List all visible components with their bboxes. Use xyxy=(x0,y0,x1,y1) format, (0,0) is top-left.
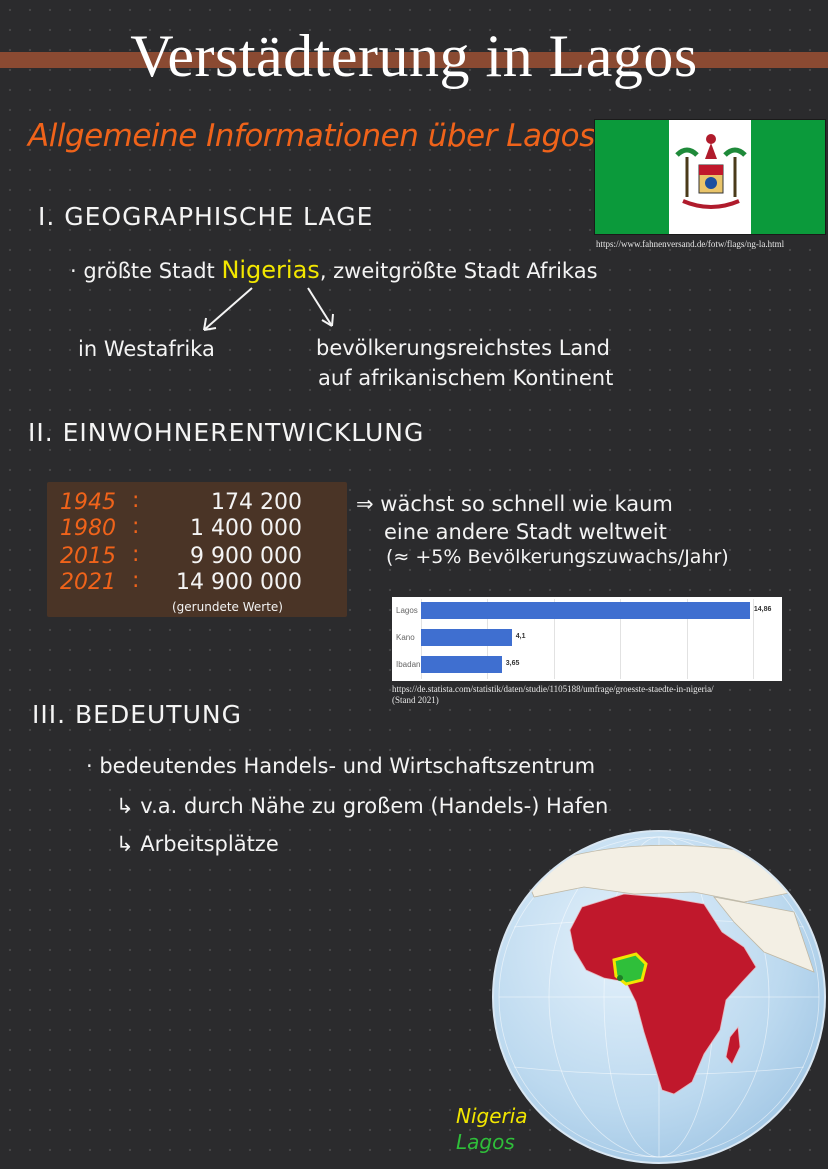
largest-city-suffix: , zweitgrößte Stadt Afrikas xyxy=(319,259,598,283)
rounded-values-note: (gerundete Werte) xyxy=(172,600,283,614)
chart-source-link[interactable]: https://de.statista.com/statistik/daten/studie/1105188/umfrage/groesste-staedte-in-nigeria/ xyxy=(392,684,714,694)
year-2015: 2015 xyxy=(60,544,116,569)
year-1945: 1945 xyxy=(60,490,116,515)
africa-map-icon xyxy=(494,832,824,1162)
nigerias-highlight: Nigerias xyxy=(221,256,320,284)
colon-3: : xyxy=(132,542,140,567)
chart-bar xyxy=(421,629,512,646)
section-heading-geography: I. GEOGRAPHISCHE LAGE xyxy=(38,202,374,231)
section-heading-importance: III. BEDEUTUNG xyxy=(32,700,242,729)
legend-lagos: Lagos xyxy=(456,1130,515,1154)
chart-category-label: Lagos xyxy=(396,606,418,615)
jobs-note: ↳ Arbeitsplätze xyxy=(116,832,279,856)
colon-1: : xyxy=(132,488,140,513)
colon-4: : xyxy=(132,568,140,593)
largest-city-prefix: · größte Stadt xyxy=(70,259,222,283)
value-2021: 14 900 000 xyxy=(176,570,302,595)
chart-value-label: 14,86 xyxy=(753,606,772,613)
chart-bar xyxy=(421,602,750,619)
value-1945: 174 200 xyxy=(211,490,302,515)
value-2015: 9 900 000 xyxy=(190,544,302,569)
flag-white-stripe xyxy=(669,120,751,234)
city-population-bar-chart xyxy=(392,597,782,681)
lagos-coat-of-arms-icon xyxy=(669,127,753,227)
chart-value-label: 3,65 xyxy=(505,660,520,667)
port-proximity-note: ↳ v.a. durch Nähe zu großem (Handels-) Hafen xyxy=(116,794,609,818)
chart-bar xyxy=(421,656,502,673)
section-heading-population: II. EINWOHNERENTWICKLUNG xyxy=(28,418,425,447)
lagos-flag-image xyxy=(594,119,826,235)
growth-comment-1: ⇒ wächst so schnell wie kaum xyxy=(356,492,673,516)
year-2021: 2021 xyxy=(60,570,116,595)
west-africa-note: in Westafrika xyxy=(78,337,215,361)
flag-green-stripe-left xyxy=(595,120,669,234)
flag-source-link[interactable]: https://www.fahnenversand.de/fotw/flags/ng-la.html xyxy=(596,239,785,249)
chart-value-label: 4,1 xyxy=(515,633,526,640)
africa-globe-map xyxy=(492,830,826,1164)
page-title: Verstädterung in Lagos xyxy=(130,23,698,89)
trade-center-bullet: · bedeutendes Handels- und Wirtschaftszentrum xyxy=(86,754,596,778)
colon-2: : xyxy=(132,514,140,539)
subtitle: Allgemeine Informationen über Lagos xyxy=(28,118,595,154)
populous-country-note-1: bevölkerungsreichstes Land xyxy=(316,336,610,360)
year-1980: 1980 xyxy=(60,516,116,541)
flag-green-stripe-right xyxy=(751,120,825,234)
populous-country-note-2: auf afrikanischem Kontinent xyxy=(318,366,614,390)
growth-comment-3: (≈ +5% Bevölkerungszuwachs/Jahr) xyxy=(386,546,729,568)
chart-category-label: Kano xyxy=(396,633,415,642)
value-1980: 1 400 000 xyxy=(190,516,302,541)
branch-arrows-icon xyxy=(190,280,350,340)
chart-source-date: (Stand 2021) xyxy=(392,695,439,705)
chart-category-label: Ibadan xyxy=(396,660,421,669)
growth-comment-2: eine andere Stadt weltweit xyxy=(384,520,667,544)
legend-nigeria: Nigeria xyxy=(456,1104,528,1128)
